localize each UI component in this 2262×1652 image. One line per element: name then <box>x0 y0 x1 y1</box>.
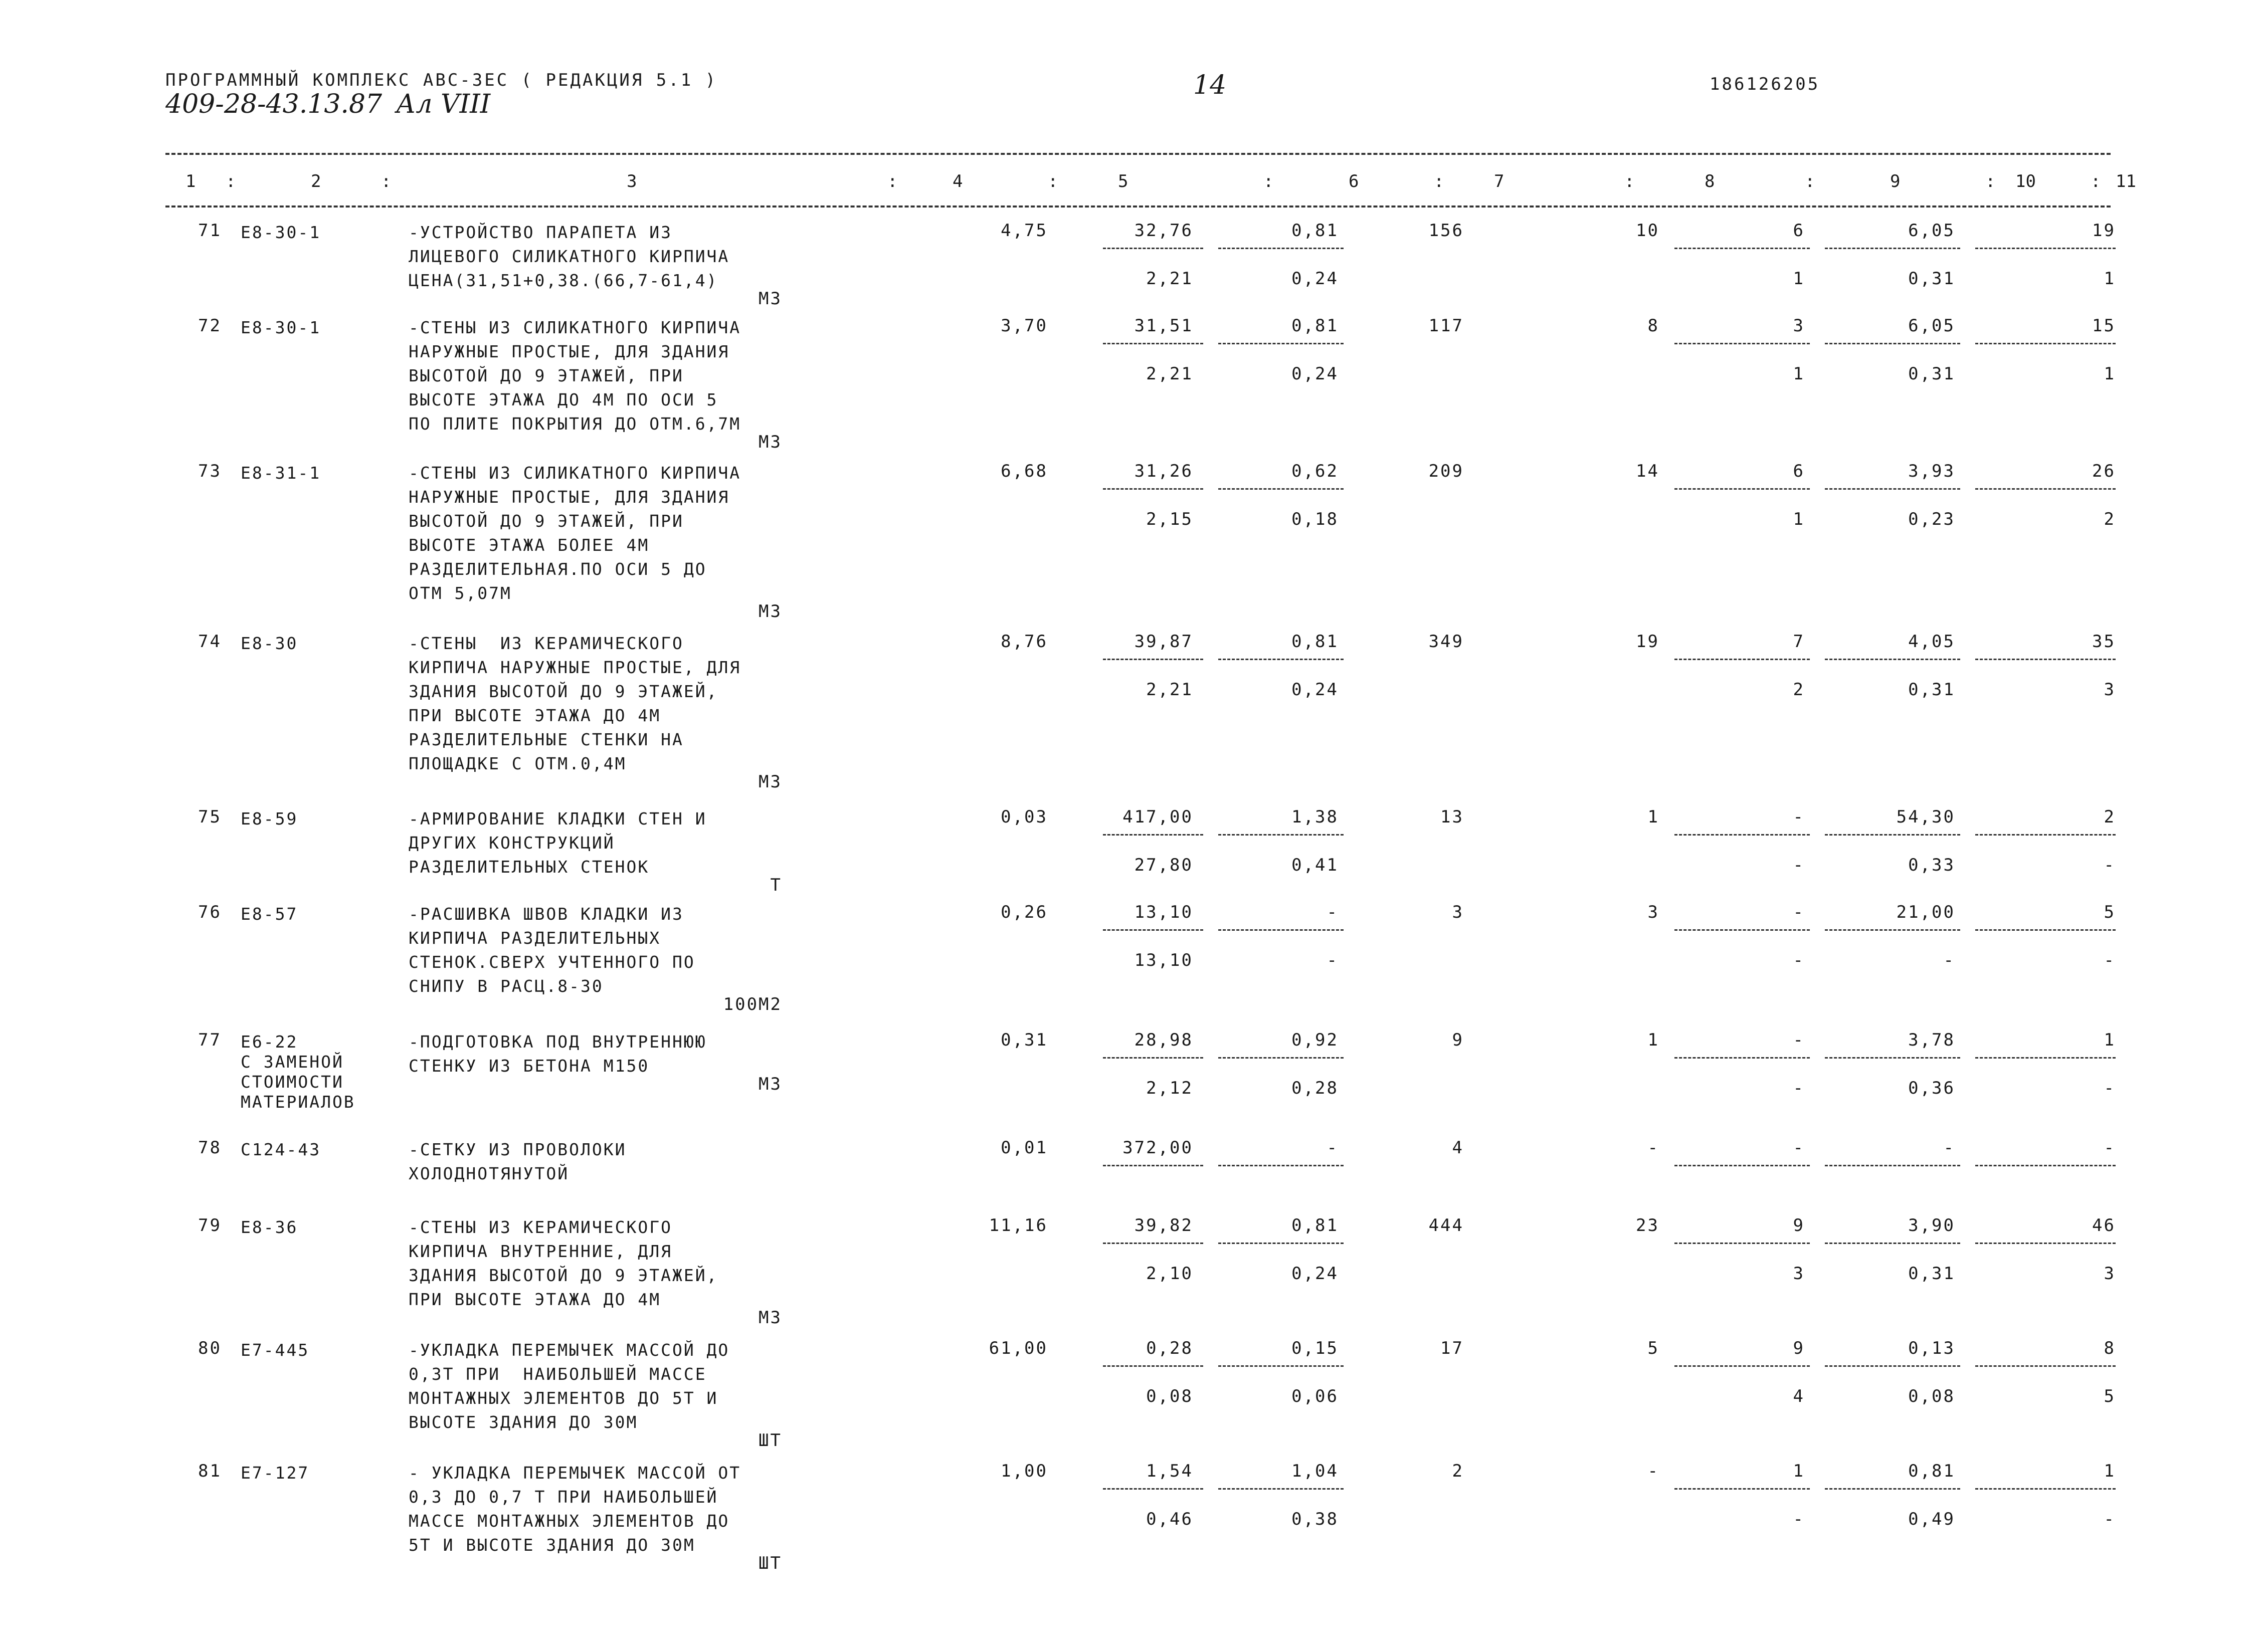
col11-bottom: 1 <box>2104 269 2116 289</box>
fraction-rule <box>1103 1165 1203 1166</box>
col10-bottom: - <box>1943 950 1955 970</box>
column-number: : <box>1624 171 1635 191</box>
col9-bottom: 2 <box>1793 680 1805 700</box>
fraction-rule <box>1103 929 1203 931</box>
row-description: ВЫСОТЕ ЭТАЖА БОЛЕЕ 4М <box>409 535 650 555</box>
col10-top: 3,93 <box>1908 461 1955 481</box>
row-number: 81 <box>198 1461 222 1481</box>
row-description: -СТЕНЫ ИЗ СИЛИКАТНОГО КИРПИЧА <box>409 463 741 483</box>
row-number: 79 <box>198 1215 222 1235</box>
column-number: 6 <box>1349 171 1359 191</box>
fraction-rule <box>1218 248 1344 249</box>
col7-value: 117 <box>1428 316 1464 336</box>
row-code: Е8-30 <box>241 634 298 653</box>
col11-bottom: 3 <box>2104 680 2116 700</box>
col11-top: 8 <box>2104 1338 2116 1358</box>
col7-value: 9 <box>1452 1030 1464 1050</box>
col10-bottom: 0,36 <box>1908 1078 1955 1098</box>
col10-top: 6,05 <box>1908 316 1955 336</box>
col7-value: 444 <box>1428 1215 1464 1235</box>
fraction-rule <box>1218 1165 1344 1166</box>
row-code: Е8-36 <box>241 1217 298 1237</box>
fraction-rule <box>1103 1243 1203 1244</box>
fraction-rule <box>1975 1365 2116 1367</box>
col9-top: 7 <box>1793 632 1805 652</box>
col11-top: 5 <box>2104 902 2116 922</box>
row-code: Е7-127 <box>241 1463 310 1483</box>
col9-bottom: - <box>1793 1078 1805 1098</box>
fraction-rule <box>1975 248 2116 249</box>
row-description: НАРУЖНЫЕ ПРОСТЫЕ, ДЛЯ ЗДАНИЯ <box>409 487 730 507</box>
column-number: : <box>2091 171 2101 191</box>
column-number: 7 <box>1494 171 1504 191</box>
fraction-rule <box>1674 1243 1810 1244</box>
col6-bottom: 0,41 <box>1291 855 1339 875</box>
col11-bottom: 2 <box>2104 509 2116 529</box>
column-number: 5 <box>1118 171 1128 191</box>
row-number: 73 <box>198 461 222 481</box>
row-description: РАЗДЕЛИТЕЛЬНЫХ СТЕНОК <box>409 857 650 877</box>
col5-bottom: 13,10 <box>1134 950 1193 970</box>
fraction-rule <box>1674 248 1810 249</box>
col4-value: 61,00 <box>989 1338 1048 1358</box>
fraction-rule <box>1218 1243 1344 1244</box>
fraction-rule <box>1825 1488 1960 1490</box>
row-description: СТЕНОК.СВЕРХ УЧТЕННОГО ПО <box>409 952 695 972</box>
col5-bottom: 2,15 <box>1146 509 1193 529</box>
column-number: : <box>381 171 392 191</box>
col9-top: 6 <box>1793 221 1805 241</box>
col4-value: 11,16 <box>989 1215 1048 1235</box>
row-unit: М3 <box>759 772 782 792</box>
col5-top: 31,26 <box>1134 461 1193 481</box>
col10-top: 4,05 <box>1908 632 1955 652</box>
col7-value: 209 <box>1428 461 1464 481</box>
col9-bottom: 1 <box>1793 269 1805 289</box>
col9-bottom: - <box>1793 1509 1805 1529</box>
col9-bottom: - <box>1793 855 1805 875</box>
col9-top: 9 <box>1793 1215 1805 1235</box>
col6-top: - <box>1327 902 1339 922</box>
col8-value: 8 <box>1647 316 1659 336</box>
fraction-rule <box>1218 343 1344 344</box>
page-number: 14 <box>1193 70 1227 100</box>
fraction-rule <box>1975 1488 2116 1490</box>
col6-top: 0,15 <box>1291 1338 1339 1358</box>
col9-top: 1 <box>1793 1461 1805 1481</box>
col11-top: 46 <box>2092 1215 2116 1235</box>
col7-value: 2 <box>1452 1461 1464 1481</box>
row-unit: ШТ <box>759 1430 782 1451</box>
fraction-rule <box>1103 488 1203 490</box>
col8-value: 1 <box>1647 1030 1659 1050</box>
row-code: Е6-22 <box>241 1032 298 1052</box>
col10-top: 54,30 <box>1896 807 1955 827</box>
col4-value: 0,03 <box>1001 807 1048 827</box>
row-description: - УКЛАДКА ПЕРЕМЫЧЕК МАССОЙ ОТ <box>409 1463 741 1483</box>
row-description: -АРМИРОВАНИЕ КЛАДКИ СТЕН И <box>409 809 707 829</box>
column-number: : <box>1048 171 1058 191</box>
col10-bottom: 0,08 <box>1908 1386 1955 1406</box>
col6-bottom: 0,24 <box>1291 1264 1339 1284</box>
col6-top: 1,04 <box>1291 1461 1339 1481</box>
col5-bottom: 2,21 <box>1146 269 1193 289</box>
row-description: СНИПУ В РАСЦ.8-30 <box>409 976 604 996</box>
col10-top: 21,00 <box>1896 902 1955 922</box>
row-description: ВЫСОТЕ ЭТАЖА ДО 4М ПО ОСИ 5 <box>409 390 718 409</box>
column-number: 8 <box>1705 171 1715 191</box>
col8-value: - <box>1647 1461 1659 1481</box>
row-number: 78 <box>198 1138 222 1158</box>
col8-value: - <box>1647 1138 1659 1158</box>
col6-top: 0,92 <box>1291 1030 1339 1050</box>
fraction-rule <box>1103 1365 1203 1367</box>
row-description: -РАСШИВКА ШВОВ КЛАДКИ ИЗ <box>409 904 684 924</box>
col5-bottom: 27,80 <box>1134 855 1193 875</box>
col4-value: 6,68 <box>1001 461 1048 481</box>
col11-bottom: - <box>2104 855 2116 875</box>
row-description: ДРУГИХ КОНСТРУКЦИЙ <box>409 833 615 853</box>
col5-bottom: 0,46 <box>1146 1509 1193 1529</box>
col10-top: 0,13 <box>1908 1338 1955 1358</box>
col6-top: 0,81 <box>1291 1215 1339 1235</box>
col11-bottom: 3 <box>2104 1264 2116 1284</box>
col11-top: 35 <box>2092 632 2116 652</box>
col4-value: 3,70 <box>1001 316 1048 336</box>
col8-value: 3 <box>1647 902 1659 922</box>
col10-top: 3,90 <box>1908 1215 1955 1235</box>
col6-bottom: 0,06 <box>1291 1386 1339 1406</box>
col7-value: 4 <box>1452 1138 1464 1158</box>
row-description: ОТМ 5,07М <box>409 583 512 603</box>
row-code: С ЗАМЕНОЙ <box>241 1052 344 1072</box>
column-number: : <box>1985 171 1996 191</box>
document-stamp: 186126205 <box>1710 74 1820 94</box>
column-number: : <box>1263 171 1274 191</box>
fraction-rule <box>1825 343 1960 344</box>
fraction-rule <box>1975 1165 2116 1166</box>
fraction-rule <box>1975 343 2116 344</box>
col9-bottom: 4 <box>1793 1386 1805 1406</box>
col5-top: 31,51 <box>1134 316 1193 336</box>
row-description: ПРИ ВЫСОТЕ ЭТАЖА ДО 4М <box>409 706 661 725</box>
col5-bottom: 2,10 <box>1146 1264 1193 1284</box>
col5-bottom: 0,08 <box>1146 1386 1193 1406</box>
col4-value: 1,00 <box>1001 1461 1048 1481</box>
fraction-rule <box>1825 1165 1960 1166</box>
col6-bottom: 0,24 <box>1291 364 1339 384</box>
fraction-rule <box>1218 1057 1344 1059</box>
fraction-rule <box>1825 1243 1960 1244</box>
col5-top: 13,10 <box>1134 902 1193 922</box>
fraction-rule <box>1975 929 2116 931</box>
row-description: СТЕНКУ ИЗ БЕТОНА М150 <box>409 1056 650 1076</box>
fraction-rule <box>1674 343 1810 344</box>
row-description: -СТЕНЫ ИЗ СИЛИКАТНОГО КИРПИЧА <box>409 318 741 337</box>
col10-top: 6,05 <box>1908 221 1955 241</box>
col5-top: 372,00 <box>1122 1138 1193 1158</box>
row-description: 0,3 ДО 0,7 Т ПРИ НАИБОЛЬШЕЙ <box>409 1487 718 1507</box>
col11-top: 26 <box>2092 461 2116 481</box>
col10-bottom: 0,49 <box>1908 1509 1955 1529</box>
col5-bottom: 2,12 <box>1146 1078 1193 1098</box>
col10-bottom: 0,31 <box>1908 269 1955 289</box>
row-code: Е8-57 <box>241 904 298 924</box>
fraction-rule <box>1218 1488 1344 1490</box>
col6-top: 0,81 <box>1291 221 1339 241</box>
row-description: -УКЛАДКА ПЕРЕМЫЧЕК МАССОЙ ДО <box>409 1340 730 1360</box>
fraction-rule <box>1674 659 1810 660</box>
row-description: КИРПИЧА НАРУЖНЫЕ ПРОСТЫЕ, ДЛЯ <box>409 658 741 677</box>
col6-bottom: 0,18 <box>1291 509 1339 529</box>
row-code: С124-43 <box>241 1140 321 1159</box>
row-description: ПЛОЩАДКЕ С ОТМ.0,4М <box>409 754 627 773</box>
row-description: ВЫСОТЕ ЗДАНИЯ ДО 30М <box>409 1412 638 1432</box>
col5-top: 417,00 <box>1122 807 1193 827</box>
col7-value: 3 <box>1452 902 1464 922</box>
fraction-rule <box>1825 929 1960 931</box>
row-description: НАРУЖНЫЕ ПРОСТЫЕ, ДЛЯ ЗДАНИЯ <box>409 342 730 361</box>
col9-top: - <box>1793 807 1805 827</box>
col9-bottom: 1 <box>1793 509 1805 529</box>
row-number: 71 <box>198 221 222 241</box>
row-unit: М3 <box>759 1074 782 1094</box>
row-number: 76 <box>198 902 222 922</box>
row-unit: ШТ <box>759 1553 782 1573</box>
row-unit: 100М2 <box>723 994 782 1014</box>
col10-top: - <box>1943 1138 1955 1158</box>
fraction-rule <box>1218 1365 1344 1367</box>
fraction-rule <box>1674 1365 1810 1367</box>
col10-bottom: 0,33 <box>1908 855 1955 875</box>
col6-top: 0,81 <box>1291 632 1339 652</box>
fraction-rule <box>1218 659 1344 660</box>
col8-value: 19 <box>1636 632 1659 652</box>
column-number: 4 <box>953 171 963 191</box>
row-number: 72 <box>198 316 222 336</box>
row-unit: М3 <box>759 601 782 622</box>
fraction-rule <box>1674 1488 1810 1490</box>
column-number: 1 <box>185 171 196 191</box>
col9-bottom: - <box>1793 950 1805 970</box>
column-number: 2 <box>311 171 321 191</box>
row-description: 0,3Т ПРИ НАИБОЛЬШЕЙ МАССЕ <box>409 1364 707 1384</box>
row-unit: М3 <box>759 432 782 452</box>
col10-bottom: 0,23 <box>1908 509 1955 529</box>
col4-value: 0,31 <box>1001 1030 1048 1050</box>
col9-top: 6 <box>1793 461 1805 481</box>
fraction-rule <box>1825 1057 1960 1059</box>
col11-top: - <box>2104 1138 2116 1158</box>
row-code: Е7-445 <box>241 1340 310 1360</box>
fraction-rule <box>1825 248 1960 249</box>
column-number: : <box>226 171 236 191</box>
col7-value: 156 <box>1428 221 1464 241</box>
row-description: -СТЕНЫ ИЗ КЕРАМИЧЕСКОГО <box>409 1217 672 1237</box>
row-unit: Т <box>770 875 782 895</box>
fraction-rule <box>1674 929 1810 931</box>
row-description: -ПОДГОТОВКА ПОД ВНУТРЕННЮЮ <box>409 1032 707 1052</box>
col5-top: 39,87 <box>1134 632 1193 652</box>
col10-bottom: 0,31 <box>1908 1264 1955 1284</box>
fraction-rule <box>1103 834 1203 836</box>
col5-top: 1,54 <box>1146 1461 1193 1481</box>
col9-top: 3 <box>1793 316 1805 336</box>
row-number: 80 <box>198 1338 222 1358</box>
column-number: : <box>887 171 898 191</box>
col10-top: 0,81 <box>1908 1461 1955 1481</box>
col11-bottom: 5 <box>2104 1386 2116 1406</box>
row-description: -СЕТКУ ИЗ ПРОВОЛОКИ <box>409 1140 627 1159</box>
fraction-rule <box>1674 1057 1810 1059</box>
row-description: 5Т И ВЫСОТЕ ЗДАНИЯ ДО 30М <box>409 1535 695 1555</box>
row-description: ХОЛОДНОТЯНУТОЙ <box>409 1164 570 1183</box>
row-code: Е8-30-1 <box>241 318 321 337</box>
col7-value: 13 <box>1440 807 1464 827</box>
col5-top: 0,28 <box>1146 1338 1193 1358</box>
row-unit: М3 <box>759 1308 782 1328</box>
row-description: -УСТРОЙСТВО ПАРАПЕТА ИЗ <box>409 223 672 242</box>
col11-top: 1 <box>2104 1461 2116 1481</box>
column-number: : <box>1434 171 1444 191</box>
col11-top: 15 <box>2092 316 2116 336</box>
col8-value: 5 <box>1647 1338 1659 1358</box>
row-code: МАТЕРИАЛОВ <box>241 1092 355 1112</box>
col9-top: - <box>1793 902 1805 922</box>
fraction-rule <box>1975 1243 2116 1244</box>
fraction-rule <box>1825 488 1960 490</box>
col10-top: 3,78 <box>1908 1030 1955 1050</box>
column-number: 10 <box>2015 171 2036 191</box>
row-code: Е8-30-1 <box>241 223 321 242</box>
fraction-rule <box>1975 834 2116 836</box>
column-number: : <box>1805 171 1815 191</box>
col11-top: 1 <box>2104 1030 2116 1050</box>
col8-value: 14 <box>1636 461 1659 481</box>
column-number: 3 <box>627 171 637 191</box>
col6-top: 0,81 <box>1291 316 1339 336</box>
col8-value: 10 <box>1636 221 1659 241</box>
fraction-rule <box>1103 1488 1203 1490</box>
col11-top: 2 <box>2104 807 2116 827</box>
row-description: КИРПИЧА ВНУТРЕННИЕ, ДЛЯ <box>409 1242 672 1261</box>
col4-value: 8,76 <box>1001 632 1048 652</box>
col11-bottom: 1 <box>2104 364 2116 384</box>
col4-value: 0,01 <box>1001 1138 1048 1158</box>
col9-top: - <box>1793 1030 1805 1050</box>
fraction-rule <box>1975 659 2116 660</box>
col5-top: 28,98 <box>1134 1030 1193 1050</box>
row-description: ЗДАНИЯ ВЫСОТОЙ ДО 9 ЭТАЖЕЙ, <box>409 1266 718 1285</box>
row-number: 75 <box>198 807 222 827</box>
fraction-rule <box>1975 1057 2116 1059</box>
fraction-rule <box>1218 488 1344 490</box>
program-title: ПРОГРАММНЫЙ КОМПЛЕКС АВС-3ЕС ( РЕДАКЦИЯ 5.1 ) <box>165 70 718 90</box>
col10-bottom: 0,31 <box>1908 680 1955 700</box>
row-description: ВЫСОТОЙ ДО 9 ЭТАЖЕЙ, ПРИ <box>409 366 684 385</box>
row-code: Е8-59 <box>241 809 298 829</box>
col11-bottom: - <box>2104 950 2116 970</box>
fraction-rule <box>1825 834 1960 836</box>
row-description: КИРПИЧА РАЗДЕЛИТЕЛЬНЫХ <box>409 928 661 948</box>
fraction-rule <box>1103 1057 1203 1059</box>
col8-value: 23 <box>1636 1215 1659 1235</box>
row-description: ЗДАНИЯ ВЫСОТОЙ ДО 9 ЭТАЖЕЙ, <box>409 682 718 701</box>
col6-top: - <box>1327 1138 1339 1158</box>
row-description: РАЗДЕЛИТЕЛЬНЫЕ СТЕНКИ НА <box>409 730 684 749</box>
row-number: 74 <box>198 632 222 652</box>
fraction-rule <box>1674 488 1810 490</box>
col6-top: 0,62 <box>1291 461 1339 481</box>
row-unit: М3 <box>759 289 782 309</box>
fraction-rule <box>1103 248 1203 249</box>
fraction-rule <box>1218 834 1344 836</box>
table-header-rule <box>165 205 2111 208</box>
row-description: МАССЕ МОНТАЖНЫХ ЭЛЕМЕНТОВ ДО <box>409 1511 730 1531</box>
column-number: 11 <box>2116 171 2136 191</box>
col5-top: 32,76 <box>1134 221 1193 241</box>
row-description: -СТЕНЫ ИЗ КЕРАМИЧЕСКОГО <box>409 634 684 653</box>
col4-value: 0,26 <box>1001 902 1048 922</box>
col9-bottom: 1 <box>1793 364 1805 384</box>
col4-value: 4,75 <box>1001 221 1048 241</box>
document-code: 409-28-43.13.87 <box>165 89 383 119</box>
col5-bottom: 2,21 <box>1146 364 1193 384</box>
fraction-rule <box>1103 343 1203 344</box>
document-suffix: Ал VIII <box>396 89 491 119</box>
col6-top: 1,38 <box>1291 807 1339 827</box>
col9-top: - <box>1793 1138 1805 1158</box>
col11-bottom: - <box>2104 1509 2116 1529</box>
col7-value: 17 <box>1440 1338 1464 1358</box>
row-description: РАЗДЕЛИТЕЛЬНАЯ.ПО ОСИ 5 ДО <box>409 559 707 579</box>
col9-top: 9 <box>1793 1338 1805 1358</box>
row-description: МОНТАЖНЫХ ЭЛЕМЕНТОВ ДО 5Т И <box>409 1388 718 1408</box>
row-description: ЛИЦЕВОГО СИЛИКАТНОГО КИРПИЧА <box>409 247 730 266</box>
fraction-rule <box>1674 834 1810 836</box>
col11-top: 19 <box>2092 221 2116 241</box>
column-number: 9 <box>1890 171 1901 191</box>
col6-bottom: - <box>1327 950 1339 970</box>
row-description: ПО ПЛИТЕ ПОКРЫТИЯ ДО ОТМ.6,7М <box>409 414 741 434</box>
row-code: СТОИМОСТИ <box>241 1072 344 1092</box>
col5-top: 39,82 <box>1134 1215 1193 1235</box>
row-description: ПРИ ВЫСОТЕ ЭТАЖА ДО 4М <box>409 1290 661 1309</box>
fraction-rule <box>1825 1365 1960 1367</box>
col6-bottom: 0,24 <box>1291 269 1339 289</box>
row-description: ВЫСОТОЙ ДО 9 ЭТАЖЕЙ, ПРИ <box>409 511 684 531</box>
row-description: ЦЕНА(31,51+0,38.(66,7-61,4) <box>409 271 718 290</box>
fraction-rule <box>1103 659 1203 660</box>
col9-bottom: 3 <box>1793 1264 1805 1284</box>
row-code: Е8-31-1 <box>241 463 321 483</box>
row-number: 77 <box>198 1030 222 1050</box>
col5-bottom: 2,21 <box>1146 680 1193 700</box>
col6-bottom: 0,38 <box>1291 1509 1339 1529</box>
fraction-rule <box>1674 1165 1810 1166</box>
col8-value: 1 <box>1647 807 1659 827</box>
table-top-rule <box>165 153 2111 155</box>
fraction-rule <box>1975 488 2116 490</box>
col7-value: 349 <box>1428 632 1464 652</box>
fraction-rule <box>1825 659 1960 660</box>
fraction-rule <box>1218 929 1344 931</box>
col11-bottom: - <box>2104 1078 2116 1098</box>
col6-bottom: 0,28 <box>1291 1078 1339 1098</box>
col10-bottom: 0,31 <box>1908 364 1955 384</box>
col6-bottom: 0,24 <box>1291 680 1339 700</box>
